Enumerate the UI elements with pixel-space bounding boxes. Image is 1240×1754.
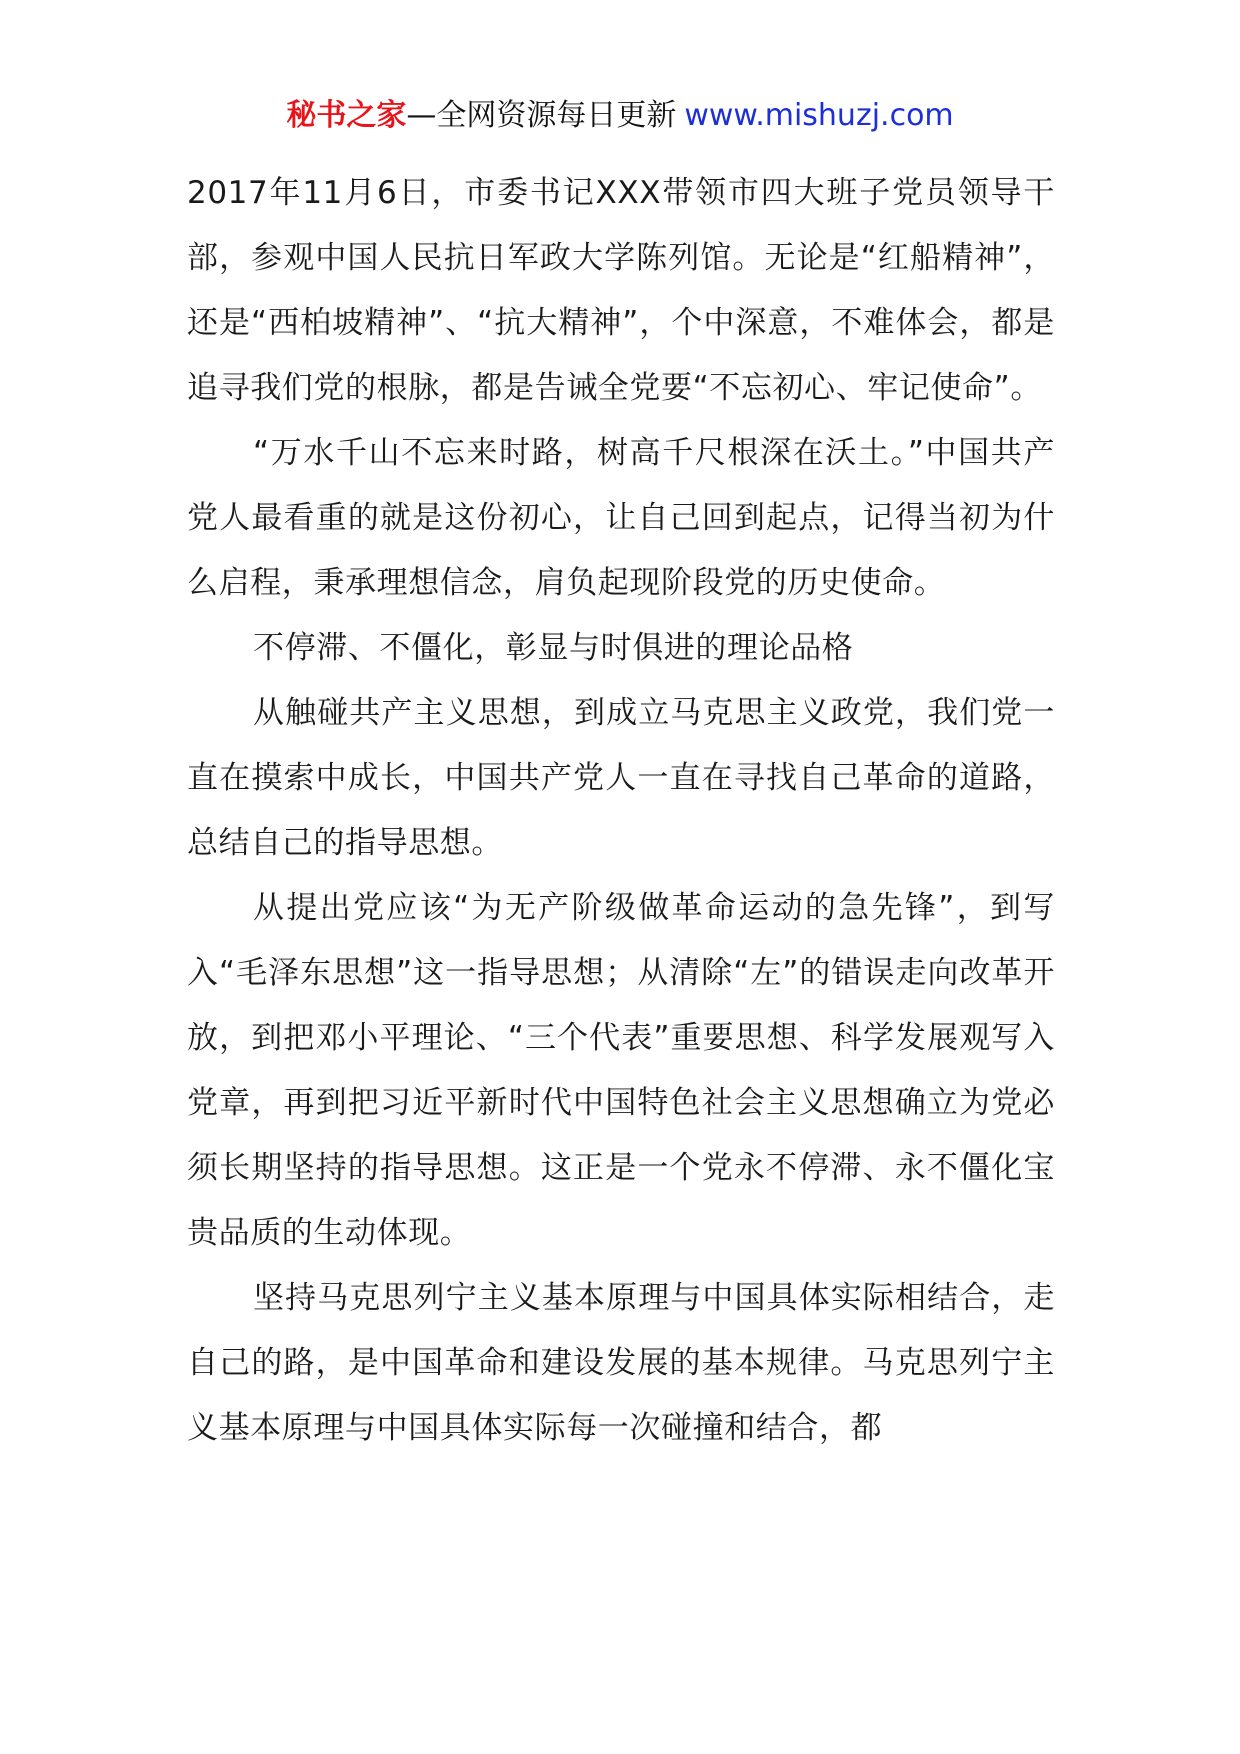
paragraph: 从提出党应该“为无产阶级做革命运动的急先锋”，到写入“毛泽东思想”这一指导思想；从清除“左”的错误走向改革开放，到把邓小平理论、“三个代表”重要思想、科学发展观写入党章，再到把习近平新时代中国特色社会主义思想确立为党必须长期坚持的指导思想。这正是一个党永不停滞、永不僵化宝贵品质的生动体现。 xyxy=(187,890,1055,1251)
page-header xyxy=(0,92,1240,140)
paragraph: “万水千山不忘来时路，树高千尺根深在沃土。”中国共产党人最看重的就是这份初心，让自己回到起点，记得当初为什么启程，秉承理想信念，肩负起现阶段党的历史使命。 xyxy=(187,435,1055,601)
document-body xyxy=(187,161,1055,1461)
section-heading: 不停滞、不僵化，彰显与时俱进的理论品格 xyxy=(253,630,854,666)
paragraph: 2017年11月6日，市委书记XXX带领市四大班子党员领导干部，参观中国人民抗日军政大学陈列馆。无论是“红船精神”，还是“西柏坡精神”、“抗大精神”，个中深意，不难体会，都是追寻我们党的根脉，都是告诫全党要“不忘初心、牢记使命”。 xyxy=(187,175,1055,406)
site-url[interactable]: www.mishuzj.com xyxy=(684,98,954,133)
brand-name: 秘书之家 xyxy=(286,98,407,133)
paragraph: 从触碰共产主义思想，到成立马克思主义政党，我们党一直在摸索中成长，中国共产党人一直在寻找自己革命的道路，总结自己的指导思想。 xyxy=(187,695,1055,861)
paragraph: 坚持马克思列宁主义基本原理与中国具体实际相结合，走自己的路，是中国革命和建设发展的基本规律。马克思列宁主义基本原理与中国具体实际每一次碰撞和结合，都 xyxy=(187,1280,1055,1446)
header-tagline: —全网资源每日更新 xyxy=(406,98,677,133)
